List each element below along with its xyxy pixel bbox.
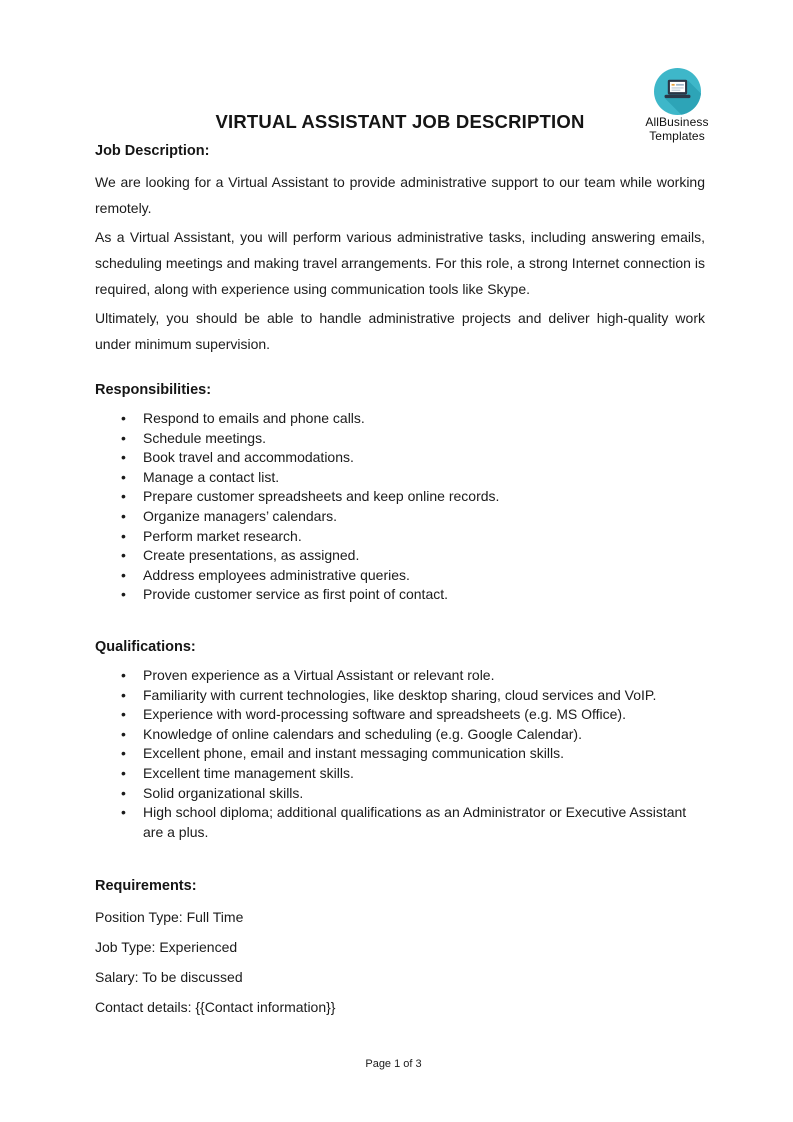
intro-paragraph: We are looking for a Virtual Assistant to provide administrative support to our team while working remotely. — [95, 174, 705, 216]
page-number: Page 1 of 3 — [365, 1058, 422, 1070]
contact-details-line: Contact details: {{Contact information}} — [95, 999, 336, 1016]
job-description-heading: Job Description: — [95, 143, 210, 159]
responsibility-item: • Prepare customer spreadsheets and keep online records. — [95, 487, 705, 507]
job-type-line: Job Type: Experienced — [95, 939, 238, 956]
responsibility-item: • Respond to emails and phone calls. — [95, 409, 705, 429]
responsibility-item: • Book travel and accommodations. — [95, 448, 705, 468]
qualification-item: • Excellent phone, email and instant messaging communication skills. — [95, 744, 705, 764]
section-requirements — [95, 876, 705, 1016]
qualification-item: • Knowledge of online calendars and scheduling (e.g. Google Calendar). — [95, 725, 705, 745]
qualifications-list — [95, 666, 705, 842]
qualification-item: • Familiarity with current technologies, like desktop sharing, cloud services and VoIP. — [95, 686, 705, 706]
qualifications-heading: Qualifications: — [95, 638, 196, 655]
section-responsibilities — [95, 380, 705, 605]
salary-line: Salary: To be discussed — [95, 969, 243, 986]
section-qualifications — [95, 637, 705, 842]
logo-text-line1: AllBusiness — [645, 115, 709, 129]
position-type-line: Position Type: Full Time — [95, 909, 244, 926]
intro-paragraph: Ultimately, you should be able to handle administrative projects and deliver high-quality work under minimum supervision. — [95, 310, 705, 352]
responsibility-item: • Schedule meetings. — [95, 429, 705, 449]
responsibility-item: • Manage a contact list. — [95, 468, 705, 488]
qualification-item: • Proven experience as a Virtual Assistant or relevant role. — [95, 666, 705, 686]
document-content — [95, 0, 705, 1016]
responsibility-item: • Perform market research. — [95, 527, 705, 547]
section-job-description — [95, 141, 705, 357]
responsibility-item: • Provide customer service as first point of contact. — [95, 585, 705, 605]
logo-text-line2: Templates — [649, 128, 705, 143]
responsibilities-list — [95, 409, 705, 605]
responsibility-item: • Address employees administrative queries. — [95, 566, 705, 586]
qualification-item: • Solid organizational skills. — [95, 784, 705, 804]
responsibility-item: • Create presentations, as assigned. — [95, 546, 705, 566]
page-title: VIRTUAL ASSISTANT JOB DESCRIPTION — [215, 111, 585, 132]
qualification-item: • Experience with word-processing software and spreadsheets (e.g. MS Office). — [95, 705, 705, 725]
qualification-item: • High school diploma; additional qualifications as an Administrator or Executive Assistant are a plus. — [95, 803, 705, 842]
responsibility-item: • Organize managers’ calendars. — [95, 507, 705, 527]
requirements-heading: Requirements: — [95, 878, 197, 895]
intro-paragraph: As a Virtual Assistant, you will perform various administrative tasks, including answering emails, scheduling meetings and making travel arrangements. For this role, a strong Internet connection is required, along with experience using communication tools like Skype. — [95, 229, 705, 297]
responsibilities-heading: Responsibilities: — [95, 382, 212, 398]
qualification-item: • Excellent time management skills. — [95, 764, 705, 784]
